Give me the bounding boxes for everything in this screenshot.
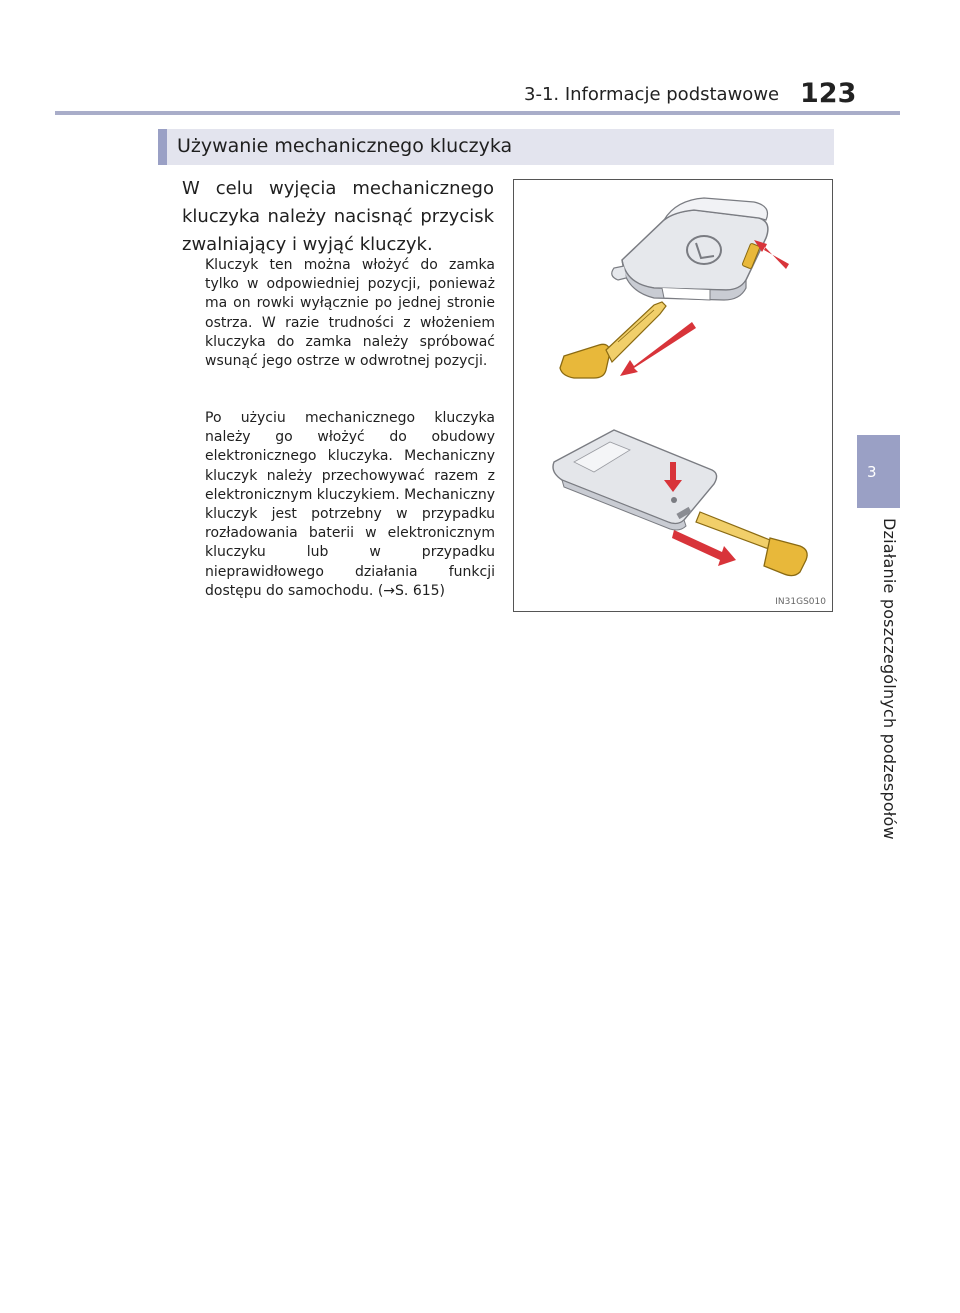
chapter-title: Działanie poszczególnych podzespołów xyxy=(880,518,899,840)
section-title-bar xyxy=(158,129,834,165)
pull-out-arrow-icon-bottom xyxy=(672,530,736,566)
note-paragraph-1: Kluczyk ten można włożyć do zamka tylko w odpowiedniej pozycji, ponieważ ma on rowki wyłącznie po jednej stronie ostrza. W razie trudności z włożeniem kluczyka do zamka należy spróbować wsunąć jego ostrze w odwrotnej pozycji. xyxy=(205,257,495,370)
lead-paragraph: W celu wyjęcia mechanicznego kluczyka należy nacisnąć przycisk zwalniający i wyjąć kluczyk. xyxy=(182,178,494,255)
section-title: Używanie mechanicznego kluczyka xyxy=(177,135,513,157)
chapter-number: 3 xyxy=(867,463,877,481)
figure-code: IN31GS010 xyxy=(775,597,826,607)
mechanical-key-top xyxy=(560,302,666,378)
chapter-tab[interactable] xyxy=(857,435,900,508)
section-label: 3-1. Informacje podstawowe xyxy=(524,84,780,105)
header-rule xyxy=(55,111,900,115)
note-paragraph-2: Po użyciu mechanicznego kluczyka należy go włożyć do obudowy elektronicznego kluczyka. Mechaniczny kluczyk należy przechowywać razem z elektronicznym kluczykiem. Mechaniczny kluczyk jest potrzebny w przypadku rozładowania baterii w elektronicznym kluczyku lub w przypadku nieprawidłowego działania funkcji dostępu do samochodu. (→S. 615) xyxy=(205,410,495,599)
card-key-bottom xyxy=(553,430,717,530)
key-illustration xyxy=(513,179,833,612)
smart-key-fob-top xyxy=(612,198,768,300)
key-illustration-drawing xyxy=(514,180,832,611)
page-number: 123 xyxy=(800,78,857,109)
release-button-arrow-icon xyxy=(754,240,789,269)
mechanical-key-bottom xyxy=(696,512,807,576)
